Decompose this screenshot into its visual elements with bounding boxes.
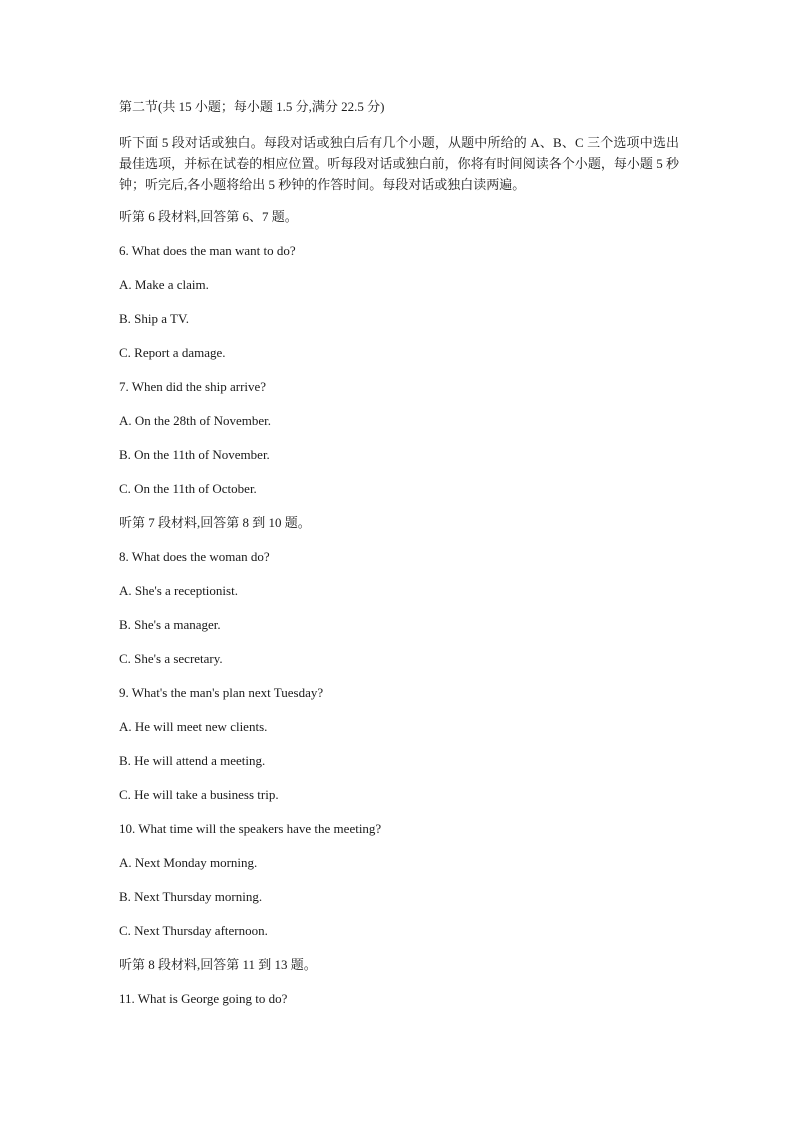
question-9-stem: 9. What's the man's plan next Tuesday? <box>119 685 324 700</box>
section-title: 第二节(共 15 小题；每小题 1.5 分,满分 22.5 分) <box>119 99 385 114</box>
question-8-option-c: C. She's a secretary. <box>119 651 223 666</box>
question-9-option-b: B. He will attend a meeting. <box>119 753 266 768</box>
question-6-stem: 6. What does the man want to do? <box>119 243 296 258</box>
document-page <box>119 98 679 1024</box>
passage-6-heading: 听第 6 段材料,回答第 6、7 题。 <box>119 209 298 224</box>
question-9-option-a: A. He will meet new clients. <box>119 719 268 734</box>
question-6-option-b: B. Ship a TV. <box>119 311 189 326</box>
question-11-stem: 11. What is George going to do? <box>119 991 288 1006</box>
question-8-option-a: A. She's a receptionist. <box>119 583 238 598</box>
question-7-option-b: B. On the 11th of November. <box>119 447 270 462</box>
passage-7-heading: 听第 7 段材料,回答第 8 到 10 题。 <box>119 515 311 530</box>
question-6-option-c: C. Report a damage. <box>119 345 226 360</box>
question-7-option-c: C. On the 11th of October. <box>119 481 257 496</box>
question-8-option-b: B. She's a manager. <box>119 617 221 632</box>
question-6-option-a: A. Make a claim. <box>119 277 209 292</box>
question-8-stem: 8. What does the woman do? <box>119 549 270 564</box>
passage-8-heading: 听第 8 段材料,回答第 11 到 13 题。 <box>119 957 317 972</box>
question-10-option-b: B. Next Thursday morning. <box>119 889 263 904</box>
question-9-option-c: C. He will take a business trip. <box>119 787 279 802</box>
question-10-option-c: C. Next Thursday afternoon. <box>119 923 268 938</box>
question-7-option-a: A. On the 28th of November. <box>119 413 272 428</box>
question-7-stem: 7. When did the ship arrive? <box>119 379 267 394</box>
question-10-stem: 10. What time will the speakers have the meeting? <box>119 821 382 836</box>
section-instructions: 听下面 5 段对话或独白。每段对话或独白后有几个小题，从题中所给的 A、B、C 三个选项中选出最佳选项，并标在试卷的相应位置。听每段对话或独白前，你将有时间阅读各个小题，每小题 5 秒钟；听完后,各小题将给出 5 秒钟的作答时间。每段对话或独白读两遍。 <box>119 135 679 192</box>
question-10-option-a: A. Next Monday morning. <box>119 855 258 870</box>
